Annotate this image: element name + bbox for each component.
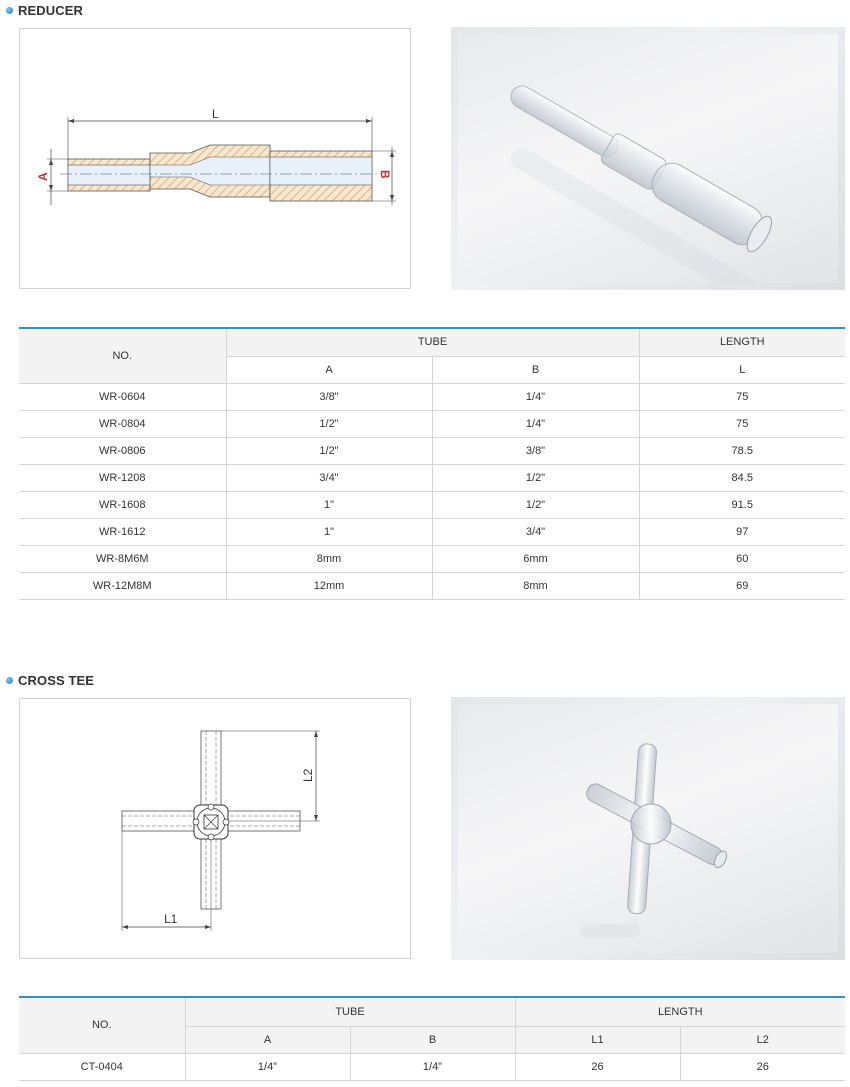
cell-a: 3/4"	[226, 464, 432, 491]
cell-l: 60	[639, 545, 845, 572]
table-row	[19, 410, 845, 437]
header-l1: L1	[515, 1026, 680, 1053]
dim-a-label: A	[36, 172, 50, 181]
header-b: B	[350, 1026, 515, 1053]
header-no: NO.	[19, 997, 185, 1053]
table-row	[19, 464, 845, 491]
table-row	[19, 383, 845, 410]
header-a: A	[185, 1026, 350, 1053]
header-l: L	[639, 356, 845, 383]
cell-no: WR-1608	[19, 491, 226, 518]
cell-a: 1/2"	[226, 437, 432, 464]
reducer-section-title	[6, 0, 83, 20]
header-l2: L2	[680, 1026, 845, 1053]
cell-no: WR-8M6M	[19, 545, 226, 572]
cell-b: 1/4"	[350, 1053, 515, 1080]
cell-no: WR-1208	[19, 464, 226, 491]
cross-tee-render-image	[458, 704, 838, 953]
cell-a: 8mm	[226, 545, 432, 572]
cell-no: CT-0404	[19, 1053, 185, 1080]
cell-b: 3/4"	[432, 518, 639, 545]
cross-tee-technical-drawing	[20, 699, 410, 958]
bullet-icon	[6, 677, 13, 684]
cell-b: 1/4"	[432, 383, 639, 410]
cross-tee-title-text: CROSS TEE	[18, 672, 95, 688]
cell-b: 8mm	[432, 572, 639, 599]
header-no: NO.	[19, 328, 226, 383]
cross-tee-product-photo	[451, 697, 845, 960]
header-tube: TUBE	[185, 997, 515, 1026]
cell-a: 1/2"	[226, 410, 432, 437]
cross-tee-spec-table	[19, 996, 845, 1081]
header-b: B	[432, 356, 639, 383]
cell-l: 69	[639, 572, 845, 599]
table-row	[19, 491, 845, 518]
cell-a: 1"	[226, 491, 432, 518]
cell-a: 1"	[226, 518, 432, 545]
cross-tee-drawing-panel	[19, 698, 411, 959]
header-tube: TUBE	[226, 328, 639, 356]
cell-l: 91.5	[639, 491, 845, 518]
reducer-render-image	[458, 34, 838, 283]
cross-tee-section-title	[6, 670, 94, 690]
header-length: LENGTH	[515, 997, 845, 1026]
cell-a: 12mm	[226, 572, 432, 599]
cell-l: 78.5	[639, 437, 845, 464]
header-a: A	[226, 356, 432, 383]
reducer-technical-drawing	[20, 29, 410, 288]
l1-label: L1	[164, 912, 178, 926]
cell-l: 75	[639, 410, 845, 437]
cell-b: 1/2"	[432, 491, 639, 518]
length-label: L	[212, 107, 219, 121]
cell-no: WR-0806	[19, 437, 226, 464]
cell-a: 1/4"	[185, 1053, 350, 1080]
cell-no: WR-1612	[19, 518, 226, 545]
cell-b: 3/8"	[432, 437, 639, 464]
cell-b: 1/2"	[432, 464, 639, 491]
dim-b-label: B	[378, 170, 392, 179]
cell-no: WR-12M8M	[19, 572, 226, 599]
reducer-product-photo	[451, 27, 845, 290]
reducer-spec-table	[19, 327, 845, 600]
table-row	[19, 1053, 845, 1080]
header-length: LENGTH	[639, 328, 845, 356]
cell-b: 6mm	[432, 545, 639, 572]
table-row	[19, 545, 845, 572]
cell-l2: 26	[680, 1053, 845, 1080]
cell-a: 3/8"	[226, 383, 432, 410]
table-row	[19, 518, 845, 545]
cell-l: 84.5	[639, 464, 845, 491]
cell-b: 1/4"	[432, 410, 639, 437]
table-row	[19, 572, 845, 599]
l2-label: L2	[301, 768, 315, 782]
table-row	[19, 437, 845, 464]
cell-l: 75	[639, 383, 845, 410]
cell-no: WR-0604	[19, 383, 226, 410]
cell-no: WR-0804	[19, 410, 226, 437]
bullet-icon	[6, 7, 13, 14]
reducer-title-text: REDUCER	[18, 2, 83, 18]
reducer-drawing-panel	[19, 28, 411, 289]
cell-l1: 26	[515, 1053, 680, 1080]
cell-l: 97	[639, 518, 845, 545]
